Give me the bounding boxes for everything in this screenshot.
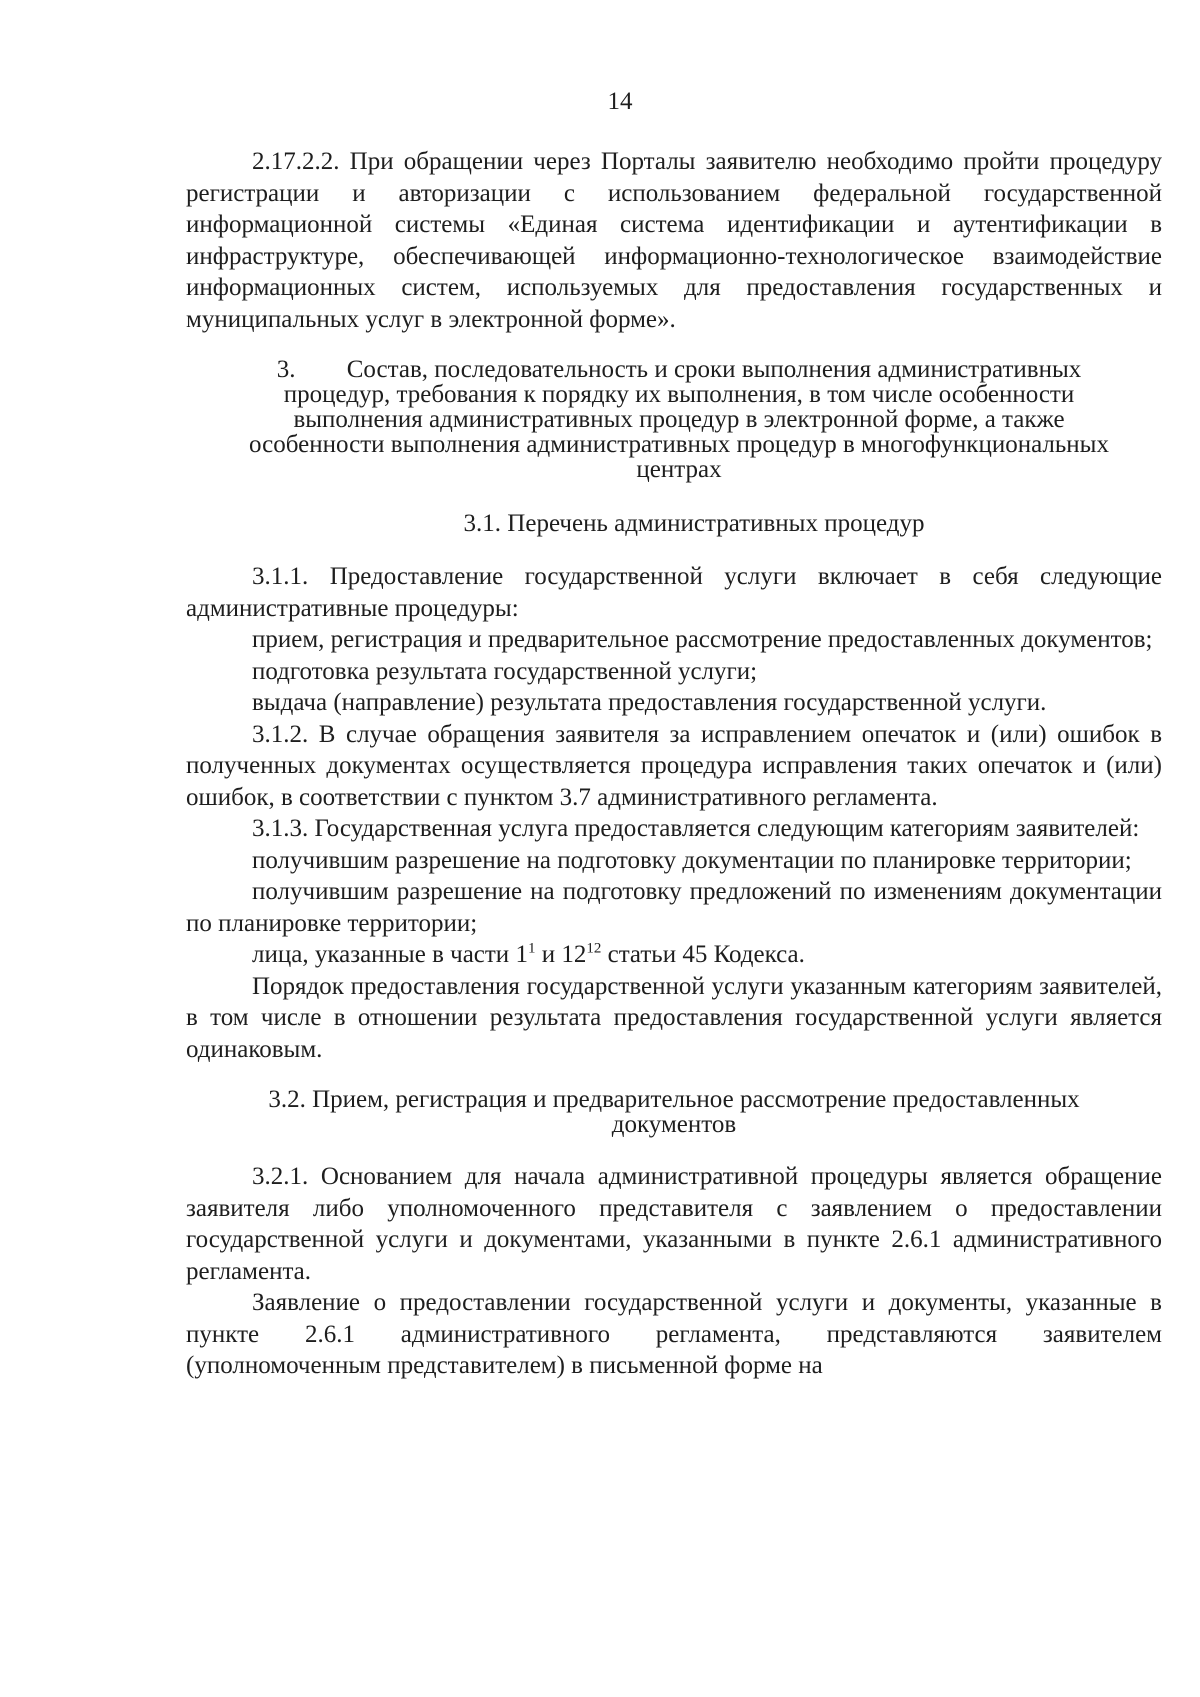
paragraph-order: Порядок предоставления государственной услуги указанным категориям заявителей, в том числе в отношении результата предоставления государственной услуги является одинаковым.	[186, 972, 1162, 1063]
paragraph-3-2-1: 3.2.1. Основанием для начала административной процедуры является обращение заявителя либо уполномоченного представителя с заявлением о предоставлении государственной услуги и документами, указанными в пункте 2.6.1 административного регламента.	[186, 1163, 1162, 1285]
list-item-category-2: получившим разрешение на подготовку предложений по изменениям документации по планировке территории;	[186, 878, 1162, 937]
list-item-procedure-2: подготовка результата государственной услуги;	[252, 657, 758, 685]
section-3-title: Состав, последовательность и сроки выполнения административных процедур, требования к порядку их выполнения, в том числе особенности выполнения административных процедур в электронной форме, а также особенности выполнения административных процедур в многофункциональных центрах	[249, 356, 1109, 483]
category-3-prefix: лица, указанные в части 1	[252, 941, 528, 968]
list-item-procedure-3: выдача (направление) результата предоставления государственной услуги.	[252, 689, 1047, 716]
paragraph-statement: Заявление о предоставлении государственной услуги и документы, указанные в пункте 2.6.1 административного регламента, представляются заявителем (уполномоченным представителем) в письменной форме на	[186, 1289, 1162, 1379]
category-3-sup-2: 12	[586, 940, 602, 957]
section-3-heading	[186, 357, 1162, 482]
page-number: 14	[607, 88, 633, 115]
list-item-procedure-1: прием, регистрация и предварительное рассмотрение предоставленных документов;	[252, 626, 1153, 653]
category-3-suffix: статьи 45 Кодекса.	[601, 941, 805, 968]
paragraph-3-1-2: 3.1.2. В случае обращения заявителя за исправлением опечаток и (или) ошибок в полученных документах осуществляется процедура исправления таких опечаток и (или) ошибок, в соответствии с пунктом 3.7 административного регламента.	[186, 720, 1162, 811]
paragraph-3-1-3: 3.1.3. Государственная услуга предоставляется следующим категориям заявителей:	[252, 815, 1140, 842]
document-body	[186, 146, 1162, 1382]
paragraph-2-17-2-2: 2.17.2.2. При обращении через Порталы заявителю необходимо пройти процедуру регистрации и авторизации с использованием федеральной государственной информационной системы «Единая система идентификации и аутентификации в инфраструктуре, обеспечивающей информационно-технологическое взаимодействие информационных систем, используемых для предоставления государственных и муниципальных услуг в электронной форме».	[186, 148, 1162, 333]
paragraph-3-1-1: 3.1.1. Предоставление государственной услуги включает в себя следующие административные процедуры:	[186, 563, 1162, 622]
section-3-number: 3.	[276, 356, 296, 383]
category-3-mid: и 12	[535, 941, 587, 968]
list-item-category-1: получившим разрешение на подготовку документации по планировке территории;	[252, 846, 1132, 874]
list-item-category-3	[186, 939, 1162, 971]
section-3-2-heading: 3.2. Прием, регистрация и предварительное рассмотрение предоставленных документов	[268, 1086, 1080, 1138]
category-3-sup-1: 1	[527, 940, 536, 957]
section-3-1-heading: 3.1. Перечень административных процедур	[463, 510, 925, 537]
